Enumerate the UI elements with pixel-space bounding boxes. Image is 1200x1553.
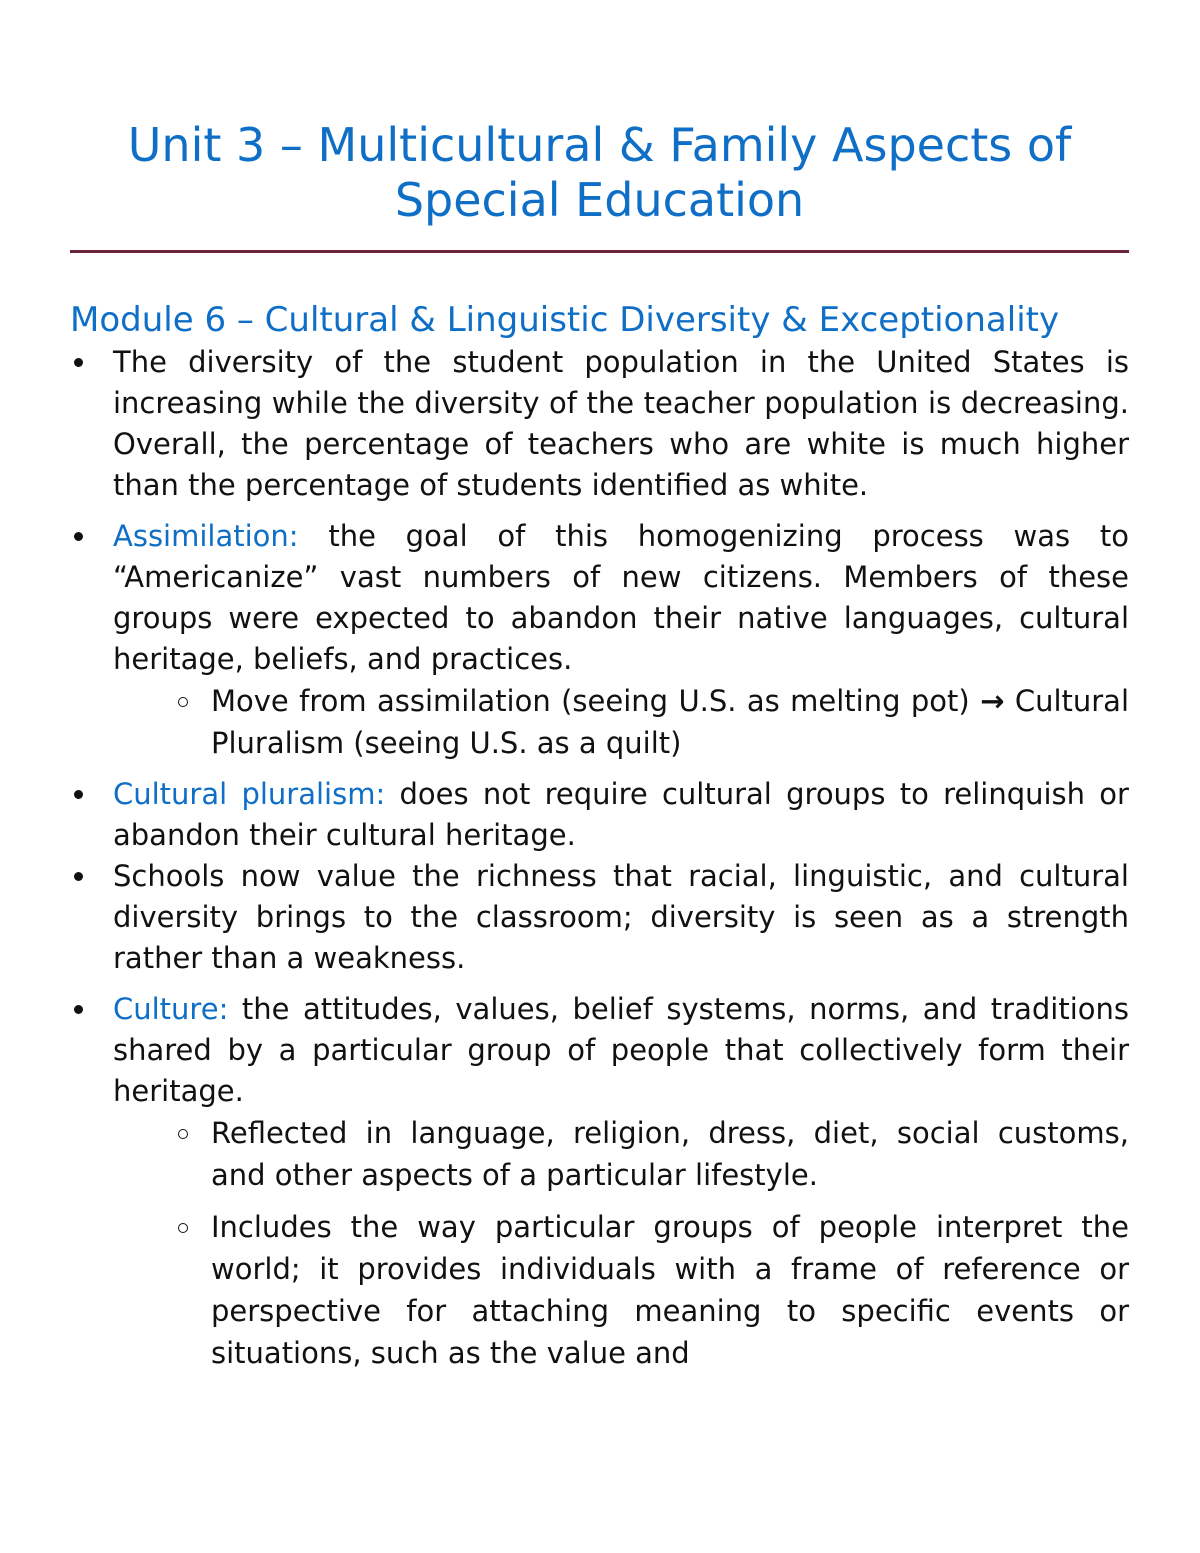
right-arrow-icon: → xyxy=(980,684,1005,718)
bullet-text: the attitudes, values, belief systems, norms, and traditions shared by a particular group of people that collectively form their heritage. xyxy=(113,992,1129,1108)
term-label: Assimilation: xyxy=(113,519,299,553)
module-heading: Module 6 – Cultural & Linguistic Diversity & Exceptionality xyxy=(70,300,1060,340)
sub-list xyxy=(113,680,1129,764)
bullet-dot-icon xyxy=(74,790,83,799)
sub-bullet-ring-icon xyxy=(178,697,188,707)
unit-title-line-1: Unit 3 – Multicultural & Family Aspects of xyxy=(127,118,1072,172)
bullet-dot-icon xyxy=(74,872,83,881)
sub-bullet-text: Includes the way particular groups of people interpret the world; it provides individuals with a frame of reference or perspective for attaching meaning to specific events or situations, such as the value and xyxy=(211,1210,1129,1370)
bullet-list xyxy=(70,342,1129,1374)
bullet-text: Schools now value the richness that racial, linguistic, and cultural diversity brings to the classroom; diversity is seen as a strength rather than a weakness. xyxy=(113,859,1129,975)
bullet-text: The diversity of the student population in the United States is increasing while the diversity of the teacher population is decreasing. Overall, the percentage of teachers who are white is much higher than the percentage of students identified as white. xyxy=(113,345,1129,502)
bullet-cultural-pluralism xyxy=(70,774,1129,856)
sub-bullet-text: Cultural Pluralism (seeing U.S. as a quilt) xyxy=(211,684,1130,760)
bullet-text: does not require cultural groups to relinquish or abandon their cultural heritage. xyxy=(113,777,1129,852)
sub-list xyxy=(113,1112,1129,1374)
bullet-culture xyxy=(70,989,1129,1374)
bullet-schools-value xyxy=(70,856,1129,979)
term-label: Culture: xyxy=(113,992,229,1026)
bullet-assimilation xyxy=(70,516,1129,764)
title-divider xyxy=(70,250,1129,253)
term-label: Cultural pluralism: xyxy=(113,777,386,811)
sub-bullet-text: Reflected in language, religion, dress, diet, social customs, and other aspects of a particular lifestyle. xyxy=(211,1116,1129,1192)
unit-title xyxy=(70,0,1129,228)
bullet-diversity xyxy=(70,342,1129,506)
bullet-dot-icon xyxy=(74,1005,83,1014)
bullet-dot-icon xyxy=(74,532,83,541)
unit-title-line-2: Special Education xyxy=(394,173,805,227)
sub-bullet-melting-pot xyxy=(70,680,1129,764)
document-page xyxy=(70,0,1129,1374)
sub-bullet-text: Move from assimilation (seeing U.S. as melting pot) xyxy=(211,684,981,718)
bullet-text: the goal of this homogenizing process was to “Americanize” vast numbers of new citizens. Members of these groups were expected to abandon their native languages, cultural heritage, beliefs, and practices. xyxy=(113,519,1129,676)
sub-bullet-ring-icon xyxy=(178,1129,188,1139)
sub-bullet-reflected xyxy=(70,1112,1129,1196)
sub-bullet-ring-icon xyxy=(178,1223,188,1233)
sub-bullet-interpret xyxy=(70,1206,1129,1374)
bullet-dot-icon xyxy=(74,358,83,367)
